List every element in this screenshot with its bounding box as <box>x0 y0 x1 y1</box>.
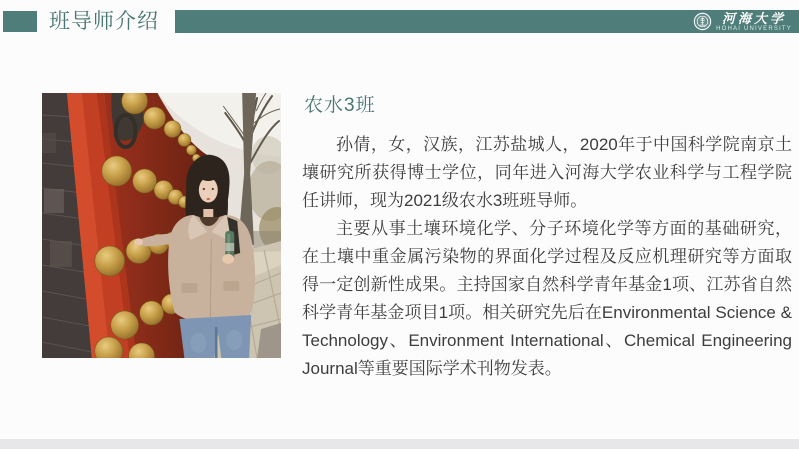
header-bar <box>175 10 799 33</box>
university-logo-text <box>716 12 792 32</box>
university-name-cn: 河海大学 <box>722 10 787 26</box>
bio-paragraph-2: 主要从事土壤环境化学、分子环境化学等方面的基础研究，在土壤中重金属污染物的界面化学过程及反应机理研究等方面取得一定创新性成果。主持国家自然科学青年基金1项、江苏省自然科学青年基金项目1项。相关研究先后在Environmental Science & Technology、Environment International、Chemical Engineering Journal等重要国际学术刊物发表。 <box>302 219 792 378</box>
content-text <box>302 90 792 383</box>
university-logo <box>693 12 792 32</box>
advisor-photo-illustration <box>42 93 281 358</box>
header-accent-square <box>3 11 37 32</box>
bio-text <box>302 131 792 383</box>
class-title: 农水3班 <box>304 95 376 116</box>
university-name-en: HOHAI UNIVERSITY <box>716 25 792 32</box>
footer-strip <box>0 439 799 449</box>
bio-paragraph-1: 孙倩，女，汉族，江苏盐城人，2020年于中国科学院南京土壤研究所获得博士学位，同年进入河海大学农业科学与工程学院任讲师，现为2021级农水3班班导师。 <box>302 135 792 210</box>
page-title: 班导师介绍 <box>49 10 159 33</box>
university-seal-icon <box>693 12 712 31</box>
advisor-photo <box>42 93 281 358</box>
